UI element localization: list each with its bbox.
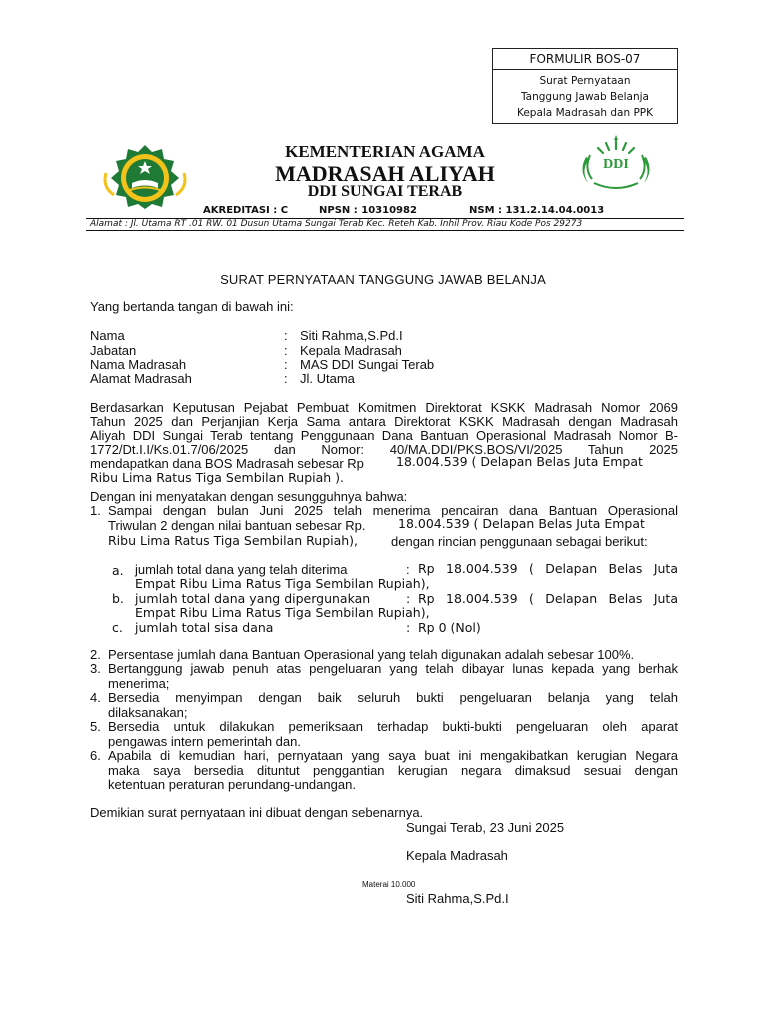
signatory-name: Siti Rahma,S.Pd.I — [406, 891, 509, 906]
form-desc-line: Tanggung Jawab Belanja — [521, 91, 649, 103]
field-value: Kepala Madrasah — [300, 343, 402, 358]
stamp-duty-note: Materai 10.000 — [362, 880, 416, 889]
subitem-continuation: Empat Ribu Lima Ratus Tiga Sembilan Rupiah), — [135, 576, 430, 591]
school-branch: DDI SUNGAI TERAB — [307, 183, 463, 200]
item-line: pengawas intern pemerintah dan. — [108, 734, 301, 749]
subitem-label: jumlah total dana yang telah diterima — [135, 562, 348, 577]
npsn: NPSN : 10310982 — [319, 205, 417, 216]
subitem-continuation: Empat Ribu Lima Ratus Tiga Sembilan Rupiah), — [135, 605, 430, 620]
nsm: NSM : 131.2.14.04.0013 — [469, 205, 605, 216]
ministry-name: KEMENTERIAN AGAMA — [285, 142, 485, 161]
field-label: Nama — [90, 328, 125, 343]
item-line: menerima; — [108, 676, 170, 691]
signatory-position: Kepala Madrasah — [406, 848, 508, 863]
subitem-label: jumlah total dana yang dipergunakan — [135, 591, 371, 606]
item-number: 5. — [90, 719, 101, 734]
paragraph-line: mendapatkan dana BOS Madrasah sebesar Rp — [90, 456, 364, 471]
item-line: Persentase jumlah dana Bantuan Operasional yang telah digunakan adalah sebesar 100%. — [108, 647, 635, 662]
item-line: Bersedia untuk dilakukan pemeriksaan terhadap bukti-bukti pengeluaran oleh aparat — [108, 719, 678, 734]
paragraph-line: Tahun 2025 dan Perjanjian Kerja Sama antara Direktorat KSKK Madrasah dengan Madrasah — [90, 414, 678, 429]
form-description — [493, 70, 677, 121]
field-value: MAS DDI Sungai Terab — [300, 357, 435, 372]
field-separator: : — [284, 357, 288, 372]
school-address: Alamat : Jl. Utama RT .01 RW. 01 Dusun Utama Sungai Terab Kec. Reteh Kab. Inhil Prov. Riau Kode Pos 29273 — [90, 219, 583, 229]
item-line: dengan rincian penggunaan sebagai berikut: — [391, 534, 648, 549]
form-desc-line: Kepala Madrasah dan PPK — [516, 107, 654, 119]
place-date: Sungai Terab, 23 Juni 2025 — [406, 820, 565, 835]
item-line: Sampai dengan bulan Juni 2025 telah menerima pencairan dana Bantuan Operasional — [108, 503, 678, 518]
subitem-letter: a. — [112, 563, 124, 578]
item-line: dilaksanakan; — [108, 705, 188, 720]
subitem-letter: c. — [112, 620, 123, 635]
ddi-logo-icon — [572, 135, 660, 193]
paragraph-line: Berdasarkan Keputusan Pejabat Pembuat Komitmen Direktorat KSKK Madrasah Nomor 2069 — [90, 400, 678, 415]
subitem-separator: : — [406, 562, 410, 577]
document-title: SURAT PERNYATAAN TANGGUNG JAWAB BELANJA — [220, 272, 546, 287]
subitem-amount: Rp 18.004.539 ( Delapan Belas Juta — [418, 561, 678, 576]
item-line: Apabila di kemudian hari, pernyataan yang saya buat ini mengakibatkan kerugian Negara — [108, 748, 678, 763]
item-number: 1. — [90, 503, 101, 518]
item-number: 6. — [90, 748, 101, 763]
item-line: Bersedia menyimpan dengan baik seluruh bukti pengeluaran belanja yang telah — [108, 690, 678, 705]
field-separator: : — [284, 371, 288, 386]
grant-amount: 18.004.539 ( Delapan Belas Juta Empat — [396, 454, 643, 469]
field-separator: : — [284, 328, 288, 343]
intro-text: Yang bertanda tangan di bawah ini: — [90, 299, 294, 314]
declaration-intro: Dengan ini menyatakan dengan sesungguhnya bahwa: — [90, 489, 408, 504]
school-name: MADRASAH ALIYAH — [275, 161, 495, 186]
subitem-amount: Rp 0 (Nol) — [418, 620, 481, 635]
field-label: Alamat Madrasah — [90, 371, 192, 386]
item-number: 4. — [90, 690, 101, 705]
ddi-logo-text: DDI — [603, 157, 629, 172]
item-line: Triwulan 2 dengan nilai bantuan sebesar Rp. — [108, 518, 366, 533]
closing-statement: Demikian surat pernyataan ini dibuat dengan sebenarnya. — [90, 805, 424, 820]
item-number: 2. — [90, 647, 101, 662]
paragraph-line: Ribu Lima Ratus Tiga Sembilan Rupiah ). — [90, 470, 345, 485]
subitem-letter: b. — [112, 591, 124, 606]
letterhead-divider — [86, 230, 684, 231]
item-amount: 18.004.539 ( Delapan Belas Juta Empat — [398, 516, 645, 531]
field-value: Jl. Utama — [300, 371, 355, 386]
paragraph-line: 1772/Dt.I.I/Ks.01.7/06/2025 dan Nomor: 40/MA.DDI/PKS.BOS/VI/2025 Tahun 2025 — [90, 442, 678, 457]
form-code-box — [492, 48, 678, 124]
field-value: Siti Rahma,S.Pd.I — [300, 328, 403, 343]
form-desc-line: Surat Pernyataan — [539, 75, 631, 87]
field-label: Nama Madrasah — [90, 357, 187, 372]
subitem-separator: : — [406, 620, 411, 635]
accreditation: AKREDITASI : C — [203, 205, 289, 216]
subitem-amount: Rp 18.004.539 ( Delapan Belas Juta — [418, 591, 678, 606]
item-line: Ribu Lima Ratus Tiga Sembilan Rupiah), — [108, 533, 359, 548]
field-separator: : — [284, 343, 288, 358]
item-line: ketentuan peraturan perundang-undangan. — [108, 777, 356, 792]
item-number: 3. — [90, 661, 101, 676]
subitem-label: jumlah total sisa dana — [135, 620, 274, 635]
item-line: maka saya bersedia dituntut penggantian kerugian negara dimaksud sesuai dengan — [108, 763, 678, 778]
kemenag-logo-icon — [100, 143, 190, 209]
field-label: Jabatan — [90, 343, 137, 358]
form-code: FORMULIR BOS-07 — [493, 49, 677, 70]
subitem-separator: : — [406, 591, 411, 606]
paragraph-line: Aliyah DDI Sungai Terab tentang Penggunaan Dana Bantuan Operasional Madrasah Nomor B- — [90, 428, 678, 443]
item-line: Bertanggung jawab penuh atas pengeluaran yang telah dibayar lunas kepada yang berhak — [108, 661, 678, 676]
